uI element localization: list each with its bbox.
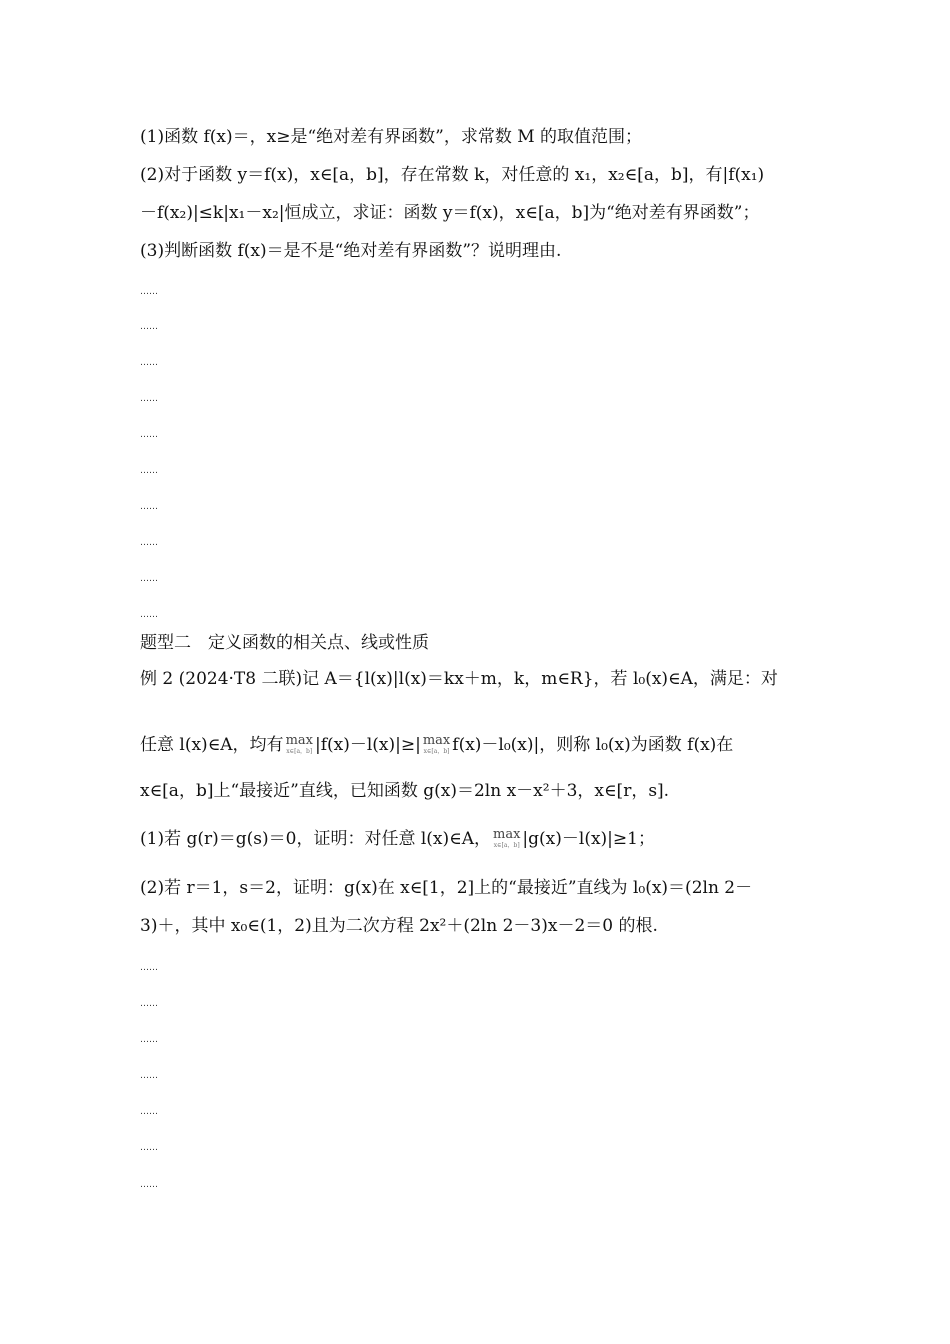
max-label: max bbox=[422, 732, 451, 748]
example2-line-4 bbox=[140, 822, 812, 856]
answer-dots: …… bbox=[140, 999, 158, 1009]
q1-line-1: (1)函数 f(x)＝，x≥是“绝对差有界函数”，求常数 M 的取值范围； bbox=[140, 127, 643, 147]
answer-dots: …… bbox=[140, 538, 158, 548]
q1-line-4: (3)判断函数 f(x)＝是不是“绝对差有界函数”？说明理由. bbox=[140, 241, 562, 261]
answer-dots: …… bbox=[140, 394, 158, 404]
answer-dots: …… bbox=[140, 322, 158, 332]
example2-line-5: (2)若 r＝1，s＝2，证明：g(x)在 x∈[1，2]上的“最接近”直线为 l₀(x)＝(2ln 2－ bbox=[140, 878, 753, 898]
example2-line-2-a: 任意 l(x)∈A，均有 bbox=[140, 735, 284, 755]
q1-line-2: (2)对于函数 y＝f(x)，x∈[a，b]，存在常数 k，对任意的 x₁，x₂∈[a，b]，有|f(x₁) bbox=[140, 165, 765, 185]
example2-line-6: 3)＋，其中 x₀∈(1，2)且为二次方程 2x²＋(2ln 2－3)x－2＝0 的根. bbox=[140, 916, 658, 936]
example2-line-4-a: (1)若 g(r)＝g(s)＝0，证明：对任意 l(x)∈A， bbox=[140, 829, 491, 849]
example2-line-3: x∈[a，b]上“最接近”直线，已知函数 g(x)＝2ln x－x²＋3，x∈[r，s]. bbox=[140, 781, 670, 801]
answer-dots: …… bbox=[140, 287, 158, 297]
answer-dots: …… bbox=[140, 1035, 158, 1045]
section-title: 题型二 定义函数的相关点、线或性质 bbox=[140, 633, 429, 653]
q1-line-3: －f(x₂)|≤k|x₁－x₂|恒成立，求证：函数 y＝f(x)，x∈[a，b]为“绝对差有界函数”； bbox=[140, 203, 760, 223]
answer-dots: …… bbox=[140, 1143, 158, 1153]
answer-dots: …… bbox=[140, 466, 158, 476]
max-operator bbox=[493, 826, 521, 851]
example2-line-2 bbox=[140, 728, 812, 762]
answer-dots: …… bbox=[140, 1071, 158, 1081]
max-label: max bbox=[493, 826, 521, 842]
max-subscript: x∈[a，b] bbox=[423, 747, 450, 755]
answer-dots: …… bbox=[140, 502, 158, 512]
max-label: max bbox=[285, 732, 313, 748]
answer-dots: …… bbox=[140, 610, 158, 620]
example2-line-2-c: f(x)－l₀(x)|，则称 l₀(x)为函数 f(x)在 bbox=[452, 735, 734, 755]
answer-dots: …… bbox=[140, 1107, 158, 1117]
answer-dots: …… bbox=[140, 963, 158, 973]
answer-dots: …… bbox=[140, 358, 158, 368]
max-operator bbox=[422, 732, 451, 757]
answer-dots: …… bbox=[140, 430, 158, 440]
max-operator bbox=[285, 732, 313, 757]
max-subscript: x∈[a，b] bbox=[493, 841, 520, 849]
answer-dots: …… bbox=[140, 574, 158, 584]
answer-dots: …… bbox=[140, 1180, 158, 1190]
example2-line-4-b: |g(x)－l(x)|≥1； bbox=[522, 829, 655, 849]
example2-line-1: 例 2 (2024·T8 二联)记 A＝{l(x)|l(x)＝kx＋m，k，m∈R}，若 l₀(x)∈A，满足：对 bbox=[140, 669, 778, 689]
example2-line-2-b: |f(x)－l(x)|≥| bbox=[314, 735, 421, 755]
max-subscript: x∈[a，b] bbox=[286, 747, 313, 755]
